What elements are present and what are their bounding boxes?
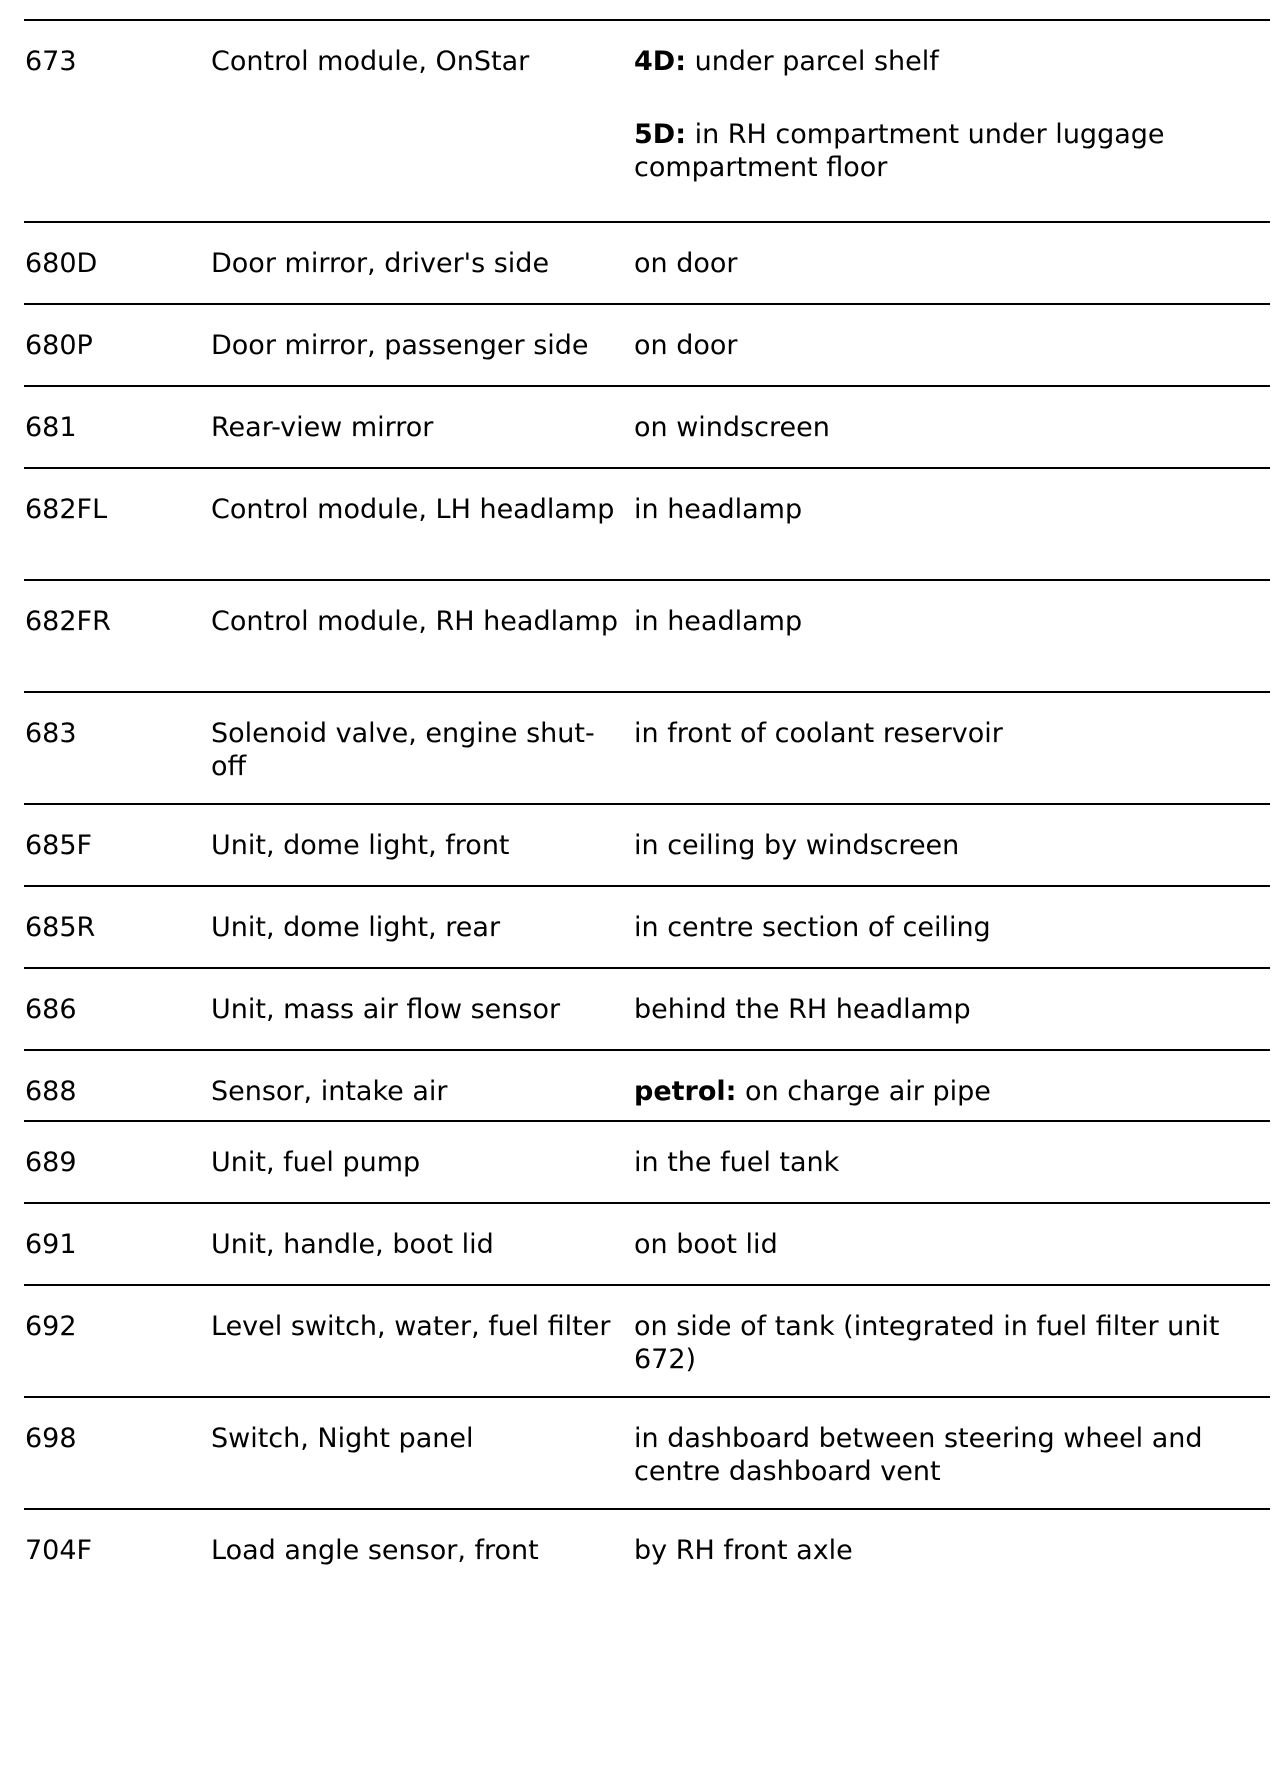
location-line: [634, 1422, 1270, 1488]
table-row: [24, 581, 1270, 693]
location-text: by RH front axle: [634, 1535, 853, 1566]
component-location: [634, 45, 1270, 221]
component-description: Solenoid valve, engine shut-off: [211, 718, 595, 782]
location-text: in headlamp: [634, 494, 803, 525]
component-location: [634, 605, 1270, 691]
location-line: [634, 1534, 1270, 1567]
table-row: [24, 21, 1270, 223]
table-top-rule: [24, 0, 1270, 21]
component-description: Unit, dome light, front: [211, 830, 510, 861]
component-location: [634, 717, 1270, 803]
table-row: [24, 1122, 1270, 1204]
component-number: 689: [25, 1147, 77, 1178]
component-number: 688: [25, 1076, 77, 1107]
component-location: [634, 911, 1270, 967]
table-row: [24, 1051, 1270, 1122]
location-text: in RH compartment under luggage compartment floor: [634, 119, 1165, 183]
component-location: [634, 411, 1270, 467]
location-text: on windscreen: [634, 412, 830, 443]
table-row: [24, 305, 1270, 387]
location-line: [634, 1075, 1270, 1108]
component-number: 682FL: [25, 494, 108, 525]
component-number: 698: [25, 1423, 77, 1454]
location-text: on door: [634, 330, 738, 361]
component-number: 680D: [25, 248, 98, 279]
location-line: [634, 829, 1270, 862]
component-description: Rear-view mirror: [211, 412, 434, 443]
table-body: [24, 21, 1270, 1574]
table-row: [24, 1204, 1270, 1286]
component-description: Load angle sensor, front: [211, 1535, 539, 1566]
location-line: [634, 1146, 1270, 1179]
location-text: under parcel shelf: [686, 46, 939, 77]
component-location: [634, 493, 1270, 579]
component-description: Switch, Night panel: [211, 1423, 474, 1454]
component-description: Control module, LH headlamp: [211, 494, 615, 525]
component-number: 681: [25, 412, 77, 443]
location-line: [634, 1228, 1270, 1261]
table-row: [24, 805, 1270, 887]
location-line: [634, 493, 1270, 526]
component-location: [634, 993, 1270, 1049]
component-description: Sensor, intake air: [211, 1076, 448, 1107]
location-text: on side of tank (integrated in fuel filter unit 672): [634, 1311, 1220, 1375]
table-row: [24, 1398, 1270, 1510]
component-location: [634, 1310, 1270, 1396]
component-description: Door mirror, passenger side: [211, 330, 589, 361]
location-text: in dashboard between steering wheel and centre dashboard vent: [634, 1423, 1203, 1487]
table-row: [24, 693, 1270, 805]
table-row: [24, 969, 1270, 1051]
component-description: Unit, mass air flow sensor: [211, 994, 561, 1025]
location-line: [634, 911, 1270, 944]
location-variant-label: 4D:: [634, 46, 686, 77]
component-location: [634, 1075, 1270, 1120]
table-row: [24, 387, 1270, 469]
location-text: in headlamp: [634, 606, 803, 637]
component-number: 685F: [25, 830, 93, 861]
table-row: [24, 223, 1270, 305]
component-description: Door mirror, driver's side: [211, 248, 550, 279]
component-location: [634, 1534, 1270, 1574]
component-location: [634, 1146, 1270, 1202]
component-number: 683: [25, 718, 77, 749]
table-row: [24, 1286, 1270, 1398]
table-row: [24, 887, 1270, 969]
location-line: [634, 45, 1270, 78]
component-description: Level switch, water, fuel filter: [211, 1311, 611, 1342]
table-row: [24, 469, 1270, 581]
component-description: Unit, dome light, rear: [211, 912, 501, 943]
location-line: [634, 247, 1270, 280]
location-line: [634, 118, 1270, 184]
location-text: in the fuel tank: [634, 1147, 840, 1178]
component-number: 704F: [25, 1535, 93, 1566]
location-line: [634, 605, 1270, 638]
location-text: in centre section of ceiling: [634, 912, 991, 943]
location-variant-label: petrol:: [634, 1076, 737, 1107]
component-number: 686: [25, 994, 77, 1025]
component-description: Unit, handle, boot lid: [211, 1229, 494, 1260]
component-description: Control module, OnStar: [211, 46, 530, 77]
location-variant-label: 5D:: [634, 119, 686, 150]
location-line: [634, 329, 1270, 362]
component-number: 682FR: [25, 606, 111, 637]
component-location: [634, 247, 1270, 303]
location-text: behind the RH headlamp: [634, 994, 971, 1025]
location-text: in front of coolant reservoir: [634, 718, 1003, 749]
component-location: [634, 1422, 1270, 1508]
component-number: 673: [25, 46, 77, 77]
location-text: on boot lid: [634, 1229, 778, 1260]
location-text: on charge air pipe: [736, 1076, 991, 1107]
location-line: [634, 411, 1270, 444]
location-line: [634, 993, 1270, 1026]
location-line: [634, 1310, 1270, 1376]
component-number: 692: [25, 1311, 77, 1342]
location-line: [634, 717, 1270, 750]
component-location-table: [24, 0, 1270, 1574]
component-location: [634, 329, 1270, 385]
component-description: Control module, RH headlamp: [211, 606, 619, 637]
component-number: 685R: [25, 912, 96, 943]
location-text: on door: [634, 248, 738, 279]
table-row: [24, 1510, 1270, 1574]
component-description: Unit, fuel pump: [211, 1147, 421, 1178]
component-location: [634, 829, 1270, 885]
component-number: 680P: [25, 330, 93, 361]
component-number: 691: [25, 1229, 77, 1260]
location-text: in ceiling by windscreen: [634, 830, 960, 861]
component-location: [634, 1228, 1270, 1284]
